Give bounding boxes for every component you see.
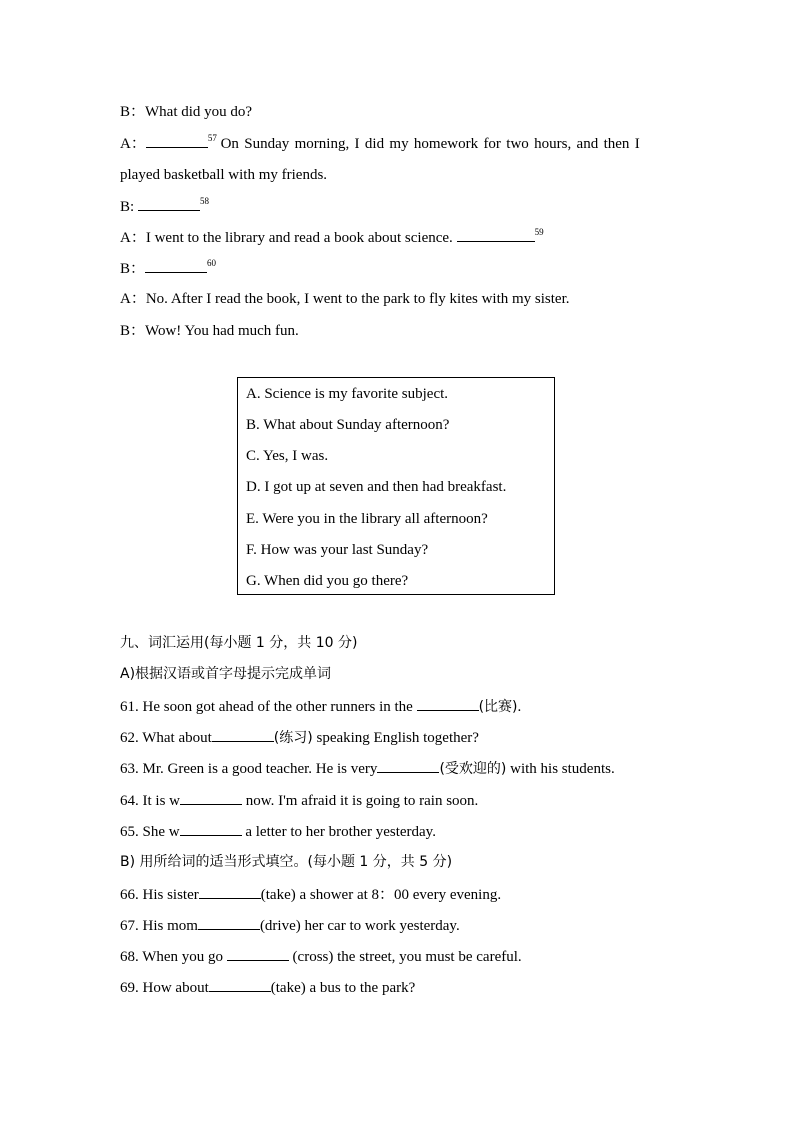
question-text: 62. What about: [120, 730, 212, 746]
answer-blank-67[interactable]: [198, 915, 260, 930]
hint: (受欢迎的): [439, 761, 507, 777]
speaker: B：: [120, 261, 146, 277]
question-text: 68. When you go: [120, 949, 227, 965]
answer-blank-57[interactable]: [146, 133, 208, 148]
question-text: (take) a bus to the park?: [270, 980, 416, 996]
question-62: [120, 727, 479, 748]
question-65: [120, 821, 436, 842]
option-e: E. Were you in the library all afternoon?: [246, 511, 488, 527]
question-61: [120, 696, 521, 717]
question-66: [120, 884, 501, 905]
dialogue-text: What did you do?: [145, 104, 253, 120]
question-68: [120, 946, 522, 967]
dialogue-line-7: [120, 289, 570, 309]
question-text: now. I'm afraid it is going to rain soon.: [242, 793, 479, 809]
options-box: [237, 377, 555, 595]
question-text: 61. He soon got ahead of the other runners in the: [120, 699, 417, 715]
part-b-heading: B) 用所给词的适当形式填空。(每小题 1 分，共 5 分): [120, 854, 453, 870]
option-c: C. Yes, I was.: [246, 448, 329, 464]
question-number: 57: [207, 133, 217, 143]
option-b: B. What about Sunday afternoon?: [246, 417, 450, 433]
option-a: A. Science is my favorite subject.: [246, 386, 449, 402]
speaker: B：: [120, 104, 146, 120]
dialogue-line-5: [120, 227, 544, 248]
dialogue-text: Wow! You had much fun.: [145, 323, 299, 339]
dialogue-text: No. After I read the book, I went to the park to fly kites with my sister.: [145, 291, 570, 307]
question-69: [120, 977, 415, 998]
question-text: 69. How about: [120, 980, 209, 996]
dialogue-line-8: [120, 321, 299, 341]
option-g: G. When did you go there?: [246, 573, 409, 589]
question-text: 65. She w: [120, 824, 180, 840]
answer-blank-59[interactable]: [457, 227, 535, 242]
dialogue-line-4: [120, 196, 209, 217]
question-number: 58: [199, 196, 209, 206]
answer-blank-68[interactable]: [227, 946, 289, 961]
hint: (练习): [273, 730, 313, 746]
answer-blank-61[interactable]: [417, 696, 479, 711]
hint: (比赛): [478, 699, 518, 715]
question-64: [120, 790, 478, 811]
answer-blank-60[interactable]: [145, 258, 207, 273]
option-d: D. I got up at seven and then had breakfast.: [246, 479, 507, 495]
dialogue-line-3: [120, 165, 327, 185]
question-text: 64. It is w: [120, 793, 180, 809]
question-text: speaking English together?: [312, 730, 479, 746]
speaker: B：: [120, 323, 146, 339]
speaker: A：: [120, 291, 146, 307]
question-number: 60: [207, 258, 217, 268]
answer-blank-63[interactable]: [377, 758, 439, 773]
dialogue-text: I went to the library and read a book about science.: [145, 230, 453, 246]
question-63: [120, 758, 615, 779]
dialogue-line-2: [120, 133, 640, 154]
part-a-heading: A)根据汉语或首字母提示完成单词: [120, 666, 332, 682]
question-text: .: [517, 699, 522, 715]
question-67: [120, 915, 460, 936]
answer-blank-62[interactable]: [212, 727, 274, 742]
section-title: 九、词汇运用(每小题 1 分，共 10 分): [120, 635, 358, 651]
answer-blank-66[interactable]: [199, 884, 261, 899]
dialogue-line-1: [120, 102, 252, 122]
speaker: A：: [120, 136, 146, 152]
answer-blank-65[interactable]: [180, 821, 242, 836]
question-text: 67. His mom: [120, 918, 198, 934]
question-text: a letter to her brother yesterday.: [241, 824, 436, 840]
answer-blank-64[interactable]: [180, 790, 242, 805]
answer-blank-69[interactable]: [209, 977, 271, 992]
dialogue-text: played basketball with my friends.: [120, 167, 328, 183]
question-text: with his students.: [506, 761, 615, 777]
speaker: A：: [120, 230, 146, 246]
question-text: (cross) the street, you must be careful.: [288, 949, 522, 965]
speaker: B:: [120, 199, 135, 215]
question-text: 66. His sister: [120, 887, 199, 903]
question-text: (take) a shower at 8：00 every evening.: [260, 887, 502, 903]
dialogue-line-6: [120, 258, 216, 279]
question-number: 59: [534, 227, 544, 237]
question-text: (drive) her car to work yesterday.: [259, 918, 460, 934]
dialogue-text: On Sunday morning, I did my homework for two hours, and then I: [220, 136, 640, 152]
answer-blank-58[interactable]: [138, 196, 200, 211]
option-f: F. How was your last Sunday?: [246, 542, 429, 558]
question-text: 63. Mr. Green is a good teacher. He is very: [120, 761, 378, 777]
